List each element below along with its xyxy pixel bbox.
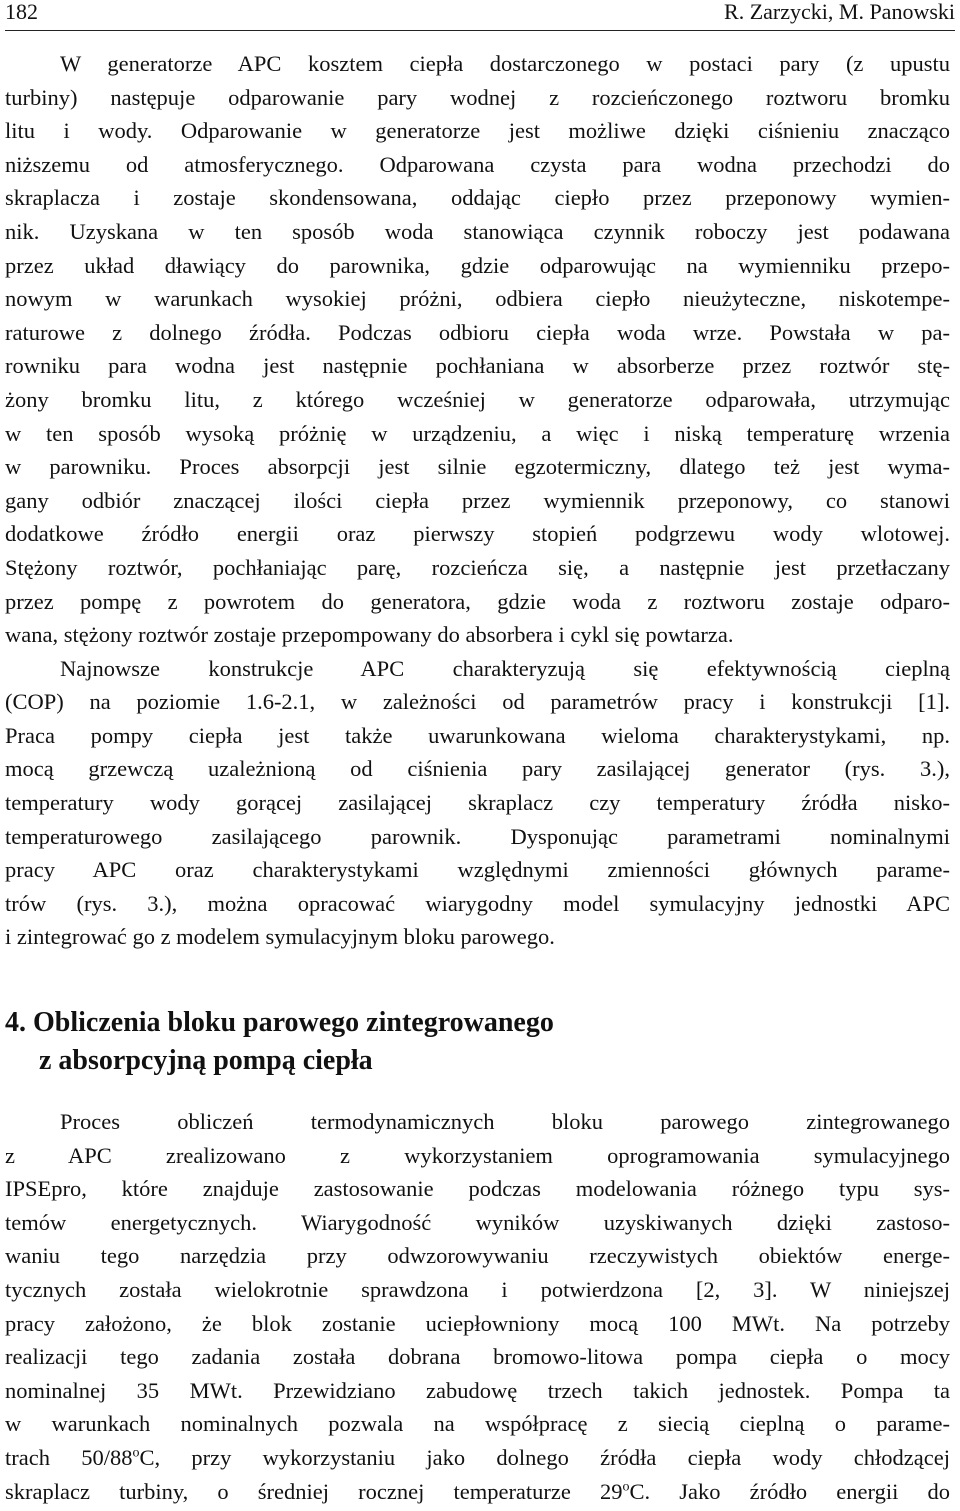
text-line: temperatury wody gorącej zasilającej skraplacz czy temperatury źródła nisko-	[5, 790, 950, 816]
section-number: 4.	[5, 1007, 26, 1038]
text-line: temów energetycznych. Wiarygodność wyników uzyskiwanych dzięki zastoso-	[5, 1209, 950, 1235]
text-line: temperaturowego zasilającego parownik. Dysponując parametrami nominalnymi	[5, 823, 950, 849]
text-line: i zintegrować go z modelem symulacyjnym bloku parowego.	[5, 924, 555, 950]
degree-superscript: o	[132, 1445, 140, 1461]
text-line: nik. Uzyskana w ten sposób woda stanowiąca czynnik roboczy jest podawana	[5, 218, 950, 244]
text-fragment: C, przy wykorzystaniu jako dolnego źródła ciepła wody chłodzącej	[139, 1444, 950, 1470]
text-line: przez pompę z powrotem do generatora, gdzie woda z roztworu zostaje odparo-	[5, 588, 950, 614]
section-title-line-1: Obliczenia bloku parowego zintegrowanego	[33, 1007, 554, 1038]
text-line: W generatorze APC kosztem ciepła dostarczonego w postaci pary (z upustu	[60, 51, 950, 76]
body-text-bottom	[5, 1105, 950, 1508]
running-header	[5, 0, 955, 31]
text-line: skraplacza i zostaje skondensowana, oddając ciepło przez przeponowy wymien-	[5, 185, 950, 211]
running-header-authors: R. Zarzycki, M. Panowski	[724, 0, 955, 24]
text-line: Stężony roztwór, pochłaniając parę, rozcieńcza się, a następnie jest przetłaczany	[5, 554, 950, 580]
text-line: pracy APC oraz charakterystykami względnymi zmienności głównych parame-	[5, 857, 950, 883]
text-fragment: trach 50/88	[5, 1444, 133, 1470]
body-text-top	[5, 47, 950, 954]
paragraph-2	[5, 652, 950, 954]
text-line: litu i wody. Odparowanie w generatorze jest możliwe dzięki ciśnieniu znacząco	[5, 118, 950, 144]
text-line: mocą grzewczą uzależnioną od ciśnienia pary zasilającej generator (rys. 3.),	[5, 756, 950, 782]
text-line: w ten sposób wysoką próżnię w urządzeniu, a więc i niską temperaturę wrzenia	[5, 420, 950, 446]
text-line: pracy założono, że blok zostanie uciepłowniony mocą 100 MWt. Na potrzeby	[5, 1310, 950, 1336]
text-line	[5, 1475, 950, 1509]
text-line: Proces obliczeń termodynamicznych bloku parowego zintegrowanego	[60, 1109, 950, 1134]
text-line: Najnowsze konstrukcje APC charakteryzują się efektywnością cieplną	[60, 655, 950, 681]
text-line: (COP) na poziomie 1.6-2.1, w zależności od parametrów pracy i konstrukcji [1].	[5, 689, 950, 715]
text-line: w parowniku. Proces absorpcji jest silnie egzotermiczny, dlatego też jest wyma-	[5, 454, 950, 480]
paragraph-1	[5, 47, 950, 652]
text-line: Praca pompy ciepła jest także uwarunkowana wieloma charakterystykami, np.	[5, 722, 950, 748]
text-line: dodatkowe źródło energii oraz pierwszy stopień podgrzewu wody wlotowej.	[5, 521, 950, 547]
text-line: wana, stężony roztwór zostaje przepompowany do absorbera i cykl się powtarza.	[5, 622, 734, 648]
text-line: realizacji tego zadania została dobrana bromowo-litowa pompa ciepła o mocy	[5, 1344, 950, 1370]
text-line: raturowe z dolnego źródła. Podczas odbioru ciepła woda wrze. Powstała w pa-	[5, 319, 950, 345]
text-line: waniu tego narzędzia przy odwzorowywaniu rzeczywistych obiektów energe-	[5, 1243, 950, 1269]
page-number: 182	[5, 0, 38, 24]
text-line: IPSEpro, które znajduje zastosowanie podczas modelowania różnego typu sys-	[5, 1176, 950, 1202]
section-heading-line-1	[5, 1004, 950, 1042]
text-line: w warunkach nominalnych pozwala na współpracę z siecią cieplną o parame-	[5, 1411, 950, 1437]
text-fragment: C. Jako źródło energii do	[629, 1478, 950, 1504]
text-line: gany odbiór znaczącej ilości ciepła przez wymiennik przeponowy, co stanowi	[5, 487, 950, 513]
text-line: nowym w warunkach wysokiej próżni, odbiera ciepło nieużyteczne, niskotempe-	[5, 286, 950, 312]
section-heading	[5, 1004, 950, 1080]
text-line	[5, 1441, 950, 1475]
section-title-line-2: z absorpcyjną pompą ciepła	[39, 1045, 373, 1076]
text-line: przez układ dławiący do parownika, gdzie odparowując na wymienniku przepo-	[5, 252, 950, 278]
text-line: trów (rys. 3.), można opracować wiarygodny model symulacyjny jednostki APC	[5, 890, 950, 916]
paragraph-3	[5, 1105, 950, 1508]
text-line: tycznych została wielokrotnie sprawdzona i potwierdzona [2, 3]. W niniejszej	[5, 1276, 950, 1302]
text-fragment: skraplacz turbiny, o średniej rocznej temperaturze 29	[5, 1478, 623, 1504]
text-line: żony bromku litu, z którego wcześniej w generatorze odparowała, utrzymując	[5, 386, 950, 412]
text-line: niższemu od atmosferycznego. Odparowana czysta para wodna przechodzi do	[5, 151, 950, 177]
text-line: nominalnej 35 MWt. Przewidziano zabudowę trzech takich jednostek. Pompa ta	[5, 1377, 950, 1403]
degree-superscript: o	[622, 1479, 630, 1495]
text-line: turbiny) następuje odparowanie pary wodnej z rozcieńczonego roztworu bromku	[5, 84, 950, 110]
text-line: rowniku para wodna jest następnie pochłaniana w absorberze przez roztwór stę-	[5, 353, 950, 379]
text-line: z APC zrealizowano z wykorzystaniem oprogramowania symulacyjnego	[5, 1142, 950, 1168]
